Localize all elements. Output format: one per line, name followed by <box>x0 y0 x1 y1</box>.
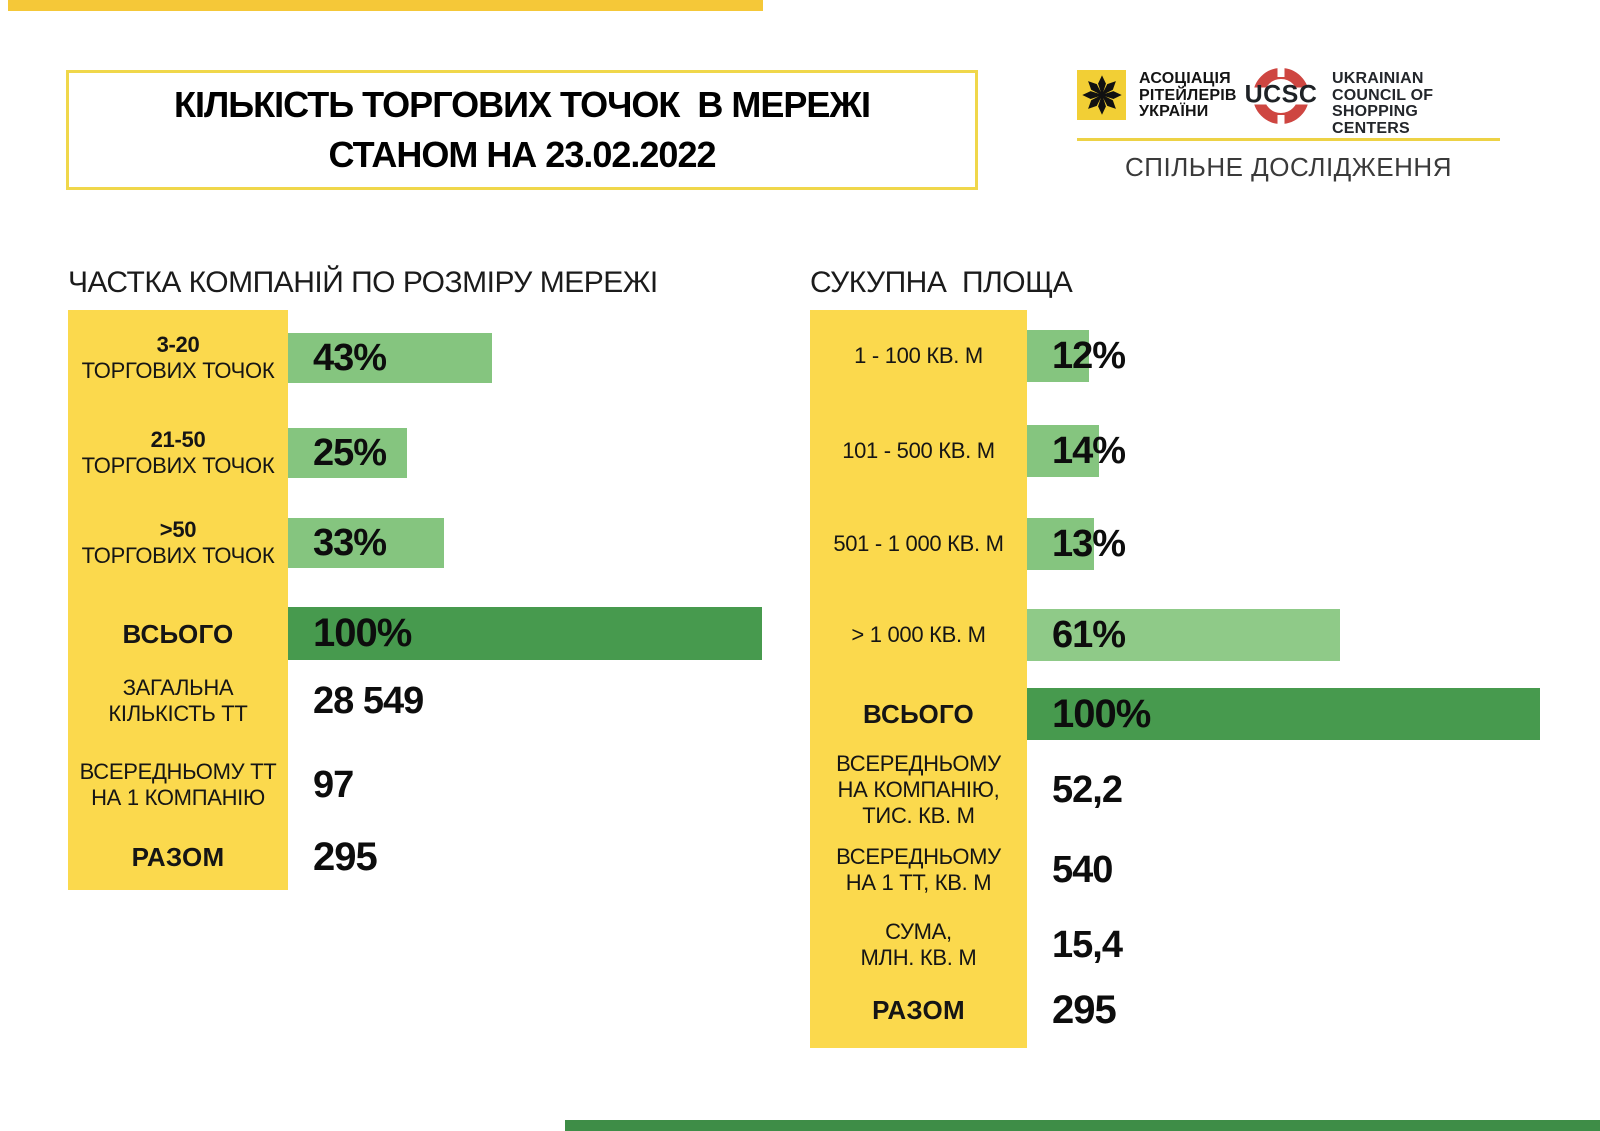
row-label: ВСЬОГО <box>863 699 974 729</box>
row-value: 43% <box>313 336 387 379</box>
row-value: 52,2 <box>1052 768 1122 811</box>
joint-research-subtitle: СПІЛЬНЕ ДОСЛІДЖЕННЯ <box>1125 152 1452 182</box>
ucsc-logo <box>1244 68 1318 124</box>
chart-title: ЧАСТКА КОМПАНІЙ ПО РОЗМІРУ МЕРЕЖІ <box>68 266 658 299</box>
row-label: РАЗОМ <box>872 995 965 1025</box>
ucsc-text-line: COUNCIL OF SHOPPING <box>1332 86 1434 120</box>
ucsc-logo-text <box>1332 71 1500 137</box>
row-label: > 1 000 КВ. М <box>851 622 986 647</box>
row-value: 14% <box>1052 429 1126 472</box>
ucsc-text-line: UKRAINIAN <box>1332 70 1424 87</box>
slide-title-box <box>66 70 978 190</box>
rau-text-line: УКРАЇНИ <box>1139 103 1209 120</box>
row-label: 101 - 500 КВ. М <box>842 438 995 463</box>
top-accent-strip <box>8 0 763 11</box>
row-value: 61% <box>1052 613 1126 656</box>
row-label: ВСЕРЕДНЬОМУ НА КОМПАНІЮ, ТИС. КВ. М <box>836 751 1001 828</box>
row-label: >50 ТОРГОВИХ ТОЧОК <box>81 517 275 568</box>
ucsc-abbr: UCSC <box>1244 80 1318 109</box>
slide-title-line-2: СТАНОМ НА 23.02.2022 <box>328 134 716 175</box>
row-label: ЗАГАЛЬНА КІЛЬКІСТЬ ТТ <box>108 675 248 726</box>
row-value: 295 <box>313 834 377 879</box>
row-label: 3-20 ТОРГОВИХ ТОЧОК <box>81 332 275 383</box>
row-label: ВСЬОГО <box>122 618 234 649</box>
row-value: 100% <box>1052 691 1151 736</box>
bottom-accent-strip <box>565 1120 1600 1131</box>
logos-divider <box>1077 138 1500 141</box>
row-value: 97 <box>313 763 354 806</box>
rau-text-line: РІТЕЙЛЕРІВ <box>1139 86 1237 104</box>
row-value: 540 <box>1052 848 1113 891</box>
rau-logo <box>1077 70 1126 120</box>
row-value: 13% <box>1052 522 1126 565</box>
ucsc-text-line: CENTERS <box>1332 119 1410 137</box>
row-value: 28 549 <box>313 679 424 722</box>
slide-title-line-1: КІЛЬКІСТЬ ТОРГОВИХ ТОЧОК В МЕРЕЖІ <box>174 84 870 125</box>
row-value: 12% <box>1052 334 1126 377</box>
row-value: 15,4 <box>1052 923 1122 966</box>
row-value: 295 <box>1052 987 1116 1032</box>
row-label: ВСЕРЕДНЬОМУ ТТ НА 1 КОМПАНІЮ <box>79 759 277 810</box>
rau-star-icon <box>1081 74 1123 116</box>
row-value: 25% <box>313 431 387 474</box>
chart-title: СУКУПНА ПЛОЩА <box>810 266 1073 299</box>
rau-text-line: АСОЦІАЦІЯ <box>1139 70 1231 87</box>
row-label: ВСЕРЕДНЬОМУ НА 1 ТТ, КВ. М <box>836 844 1001 895</box>
row-value: 33% <box>313 521 387 564</box>
row-label: СУМА, МЛН. КВ. М <box>860 919 977 970</box>
row-label: 1 - 100 КВ. М <box>854 343 983 368</box>
rau-logo-text <box>1139 71 1237 121</box>
row-value: 100% <box>313 611 412 655</box>
row-label: РАЗОМ <box>131 842 225 872</box>
row-label: 501 - 1 000 КВ. М <box>833 531 1004 556</box>
logos-block <box>1077 70 1500 180</box>
row-label: 21-50 ТОРГОВИХ ТОЧОК <box>81 427 275 478</box>
